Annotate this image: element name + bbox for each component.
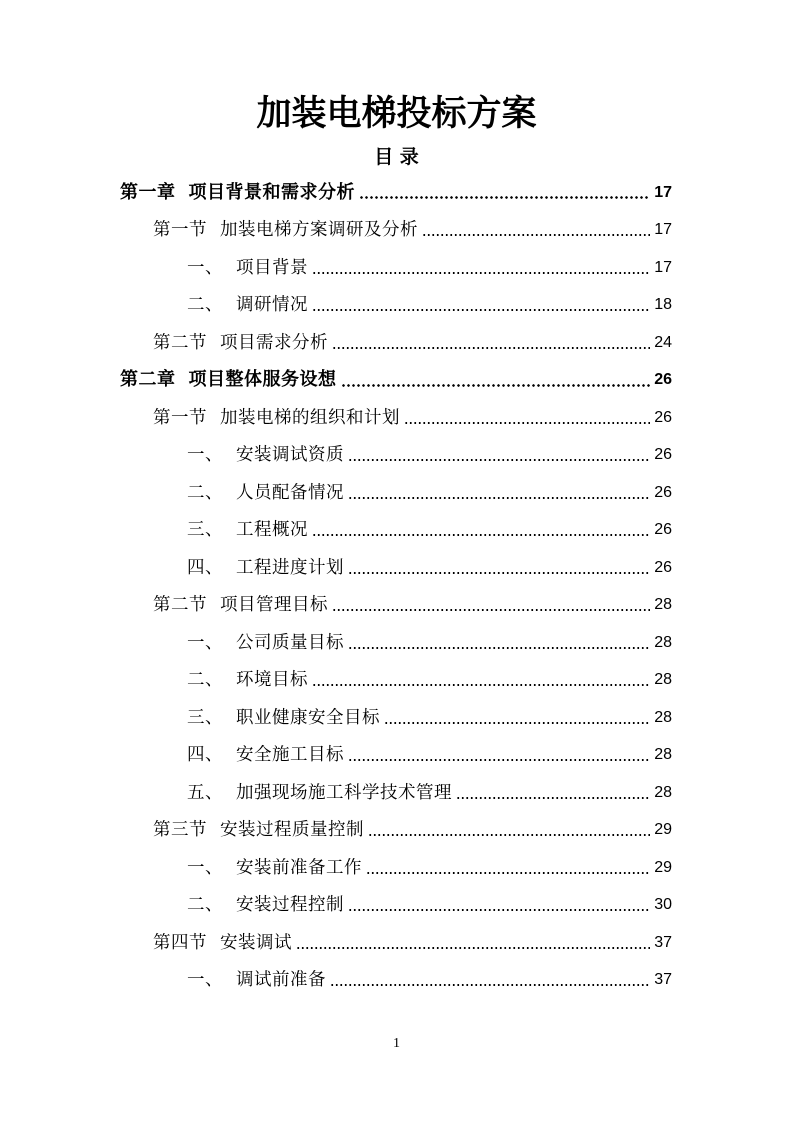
dot-leader <box>384 722 650 724</box>
toc-entry-text <box>187 668 308 692</box>
toc-entry-text <box>187 781 452 805</box>
toc-entry[interactable] <box>0 774 793 812</box>
toc-entry[interactable] <box>0 212 793 250</box>
page-number: 1 <box>393 1036 400 1051</box>
toc-entry-number: 四、 <box>187 745 223 766</box>
toc-entry[interactable] <box>0 587 793 625</box>
toc-entry[interactable] <box>0 399 793 437</box>
toc-entry-page: 26 <box>654 521 672 539</box>
toc-entry-number: 四、 <box>187 557 223 578</box>
toc-entry-number: 第一节 <box>153 407 207 428</box>
toc-entry[interactable] <box>0 887 793 925</box>
toc-entry-number: 二、 <box>187 895 223 916</box>
toc-entry-page: 17 <box>654 221 672 239</box>
toc-entry-page: 37 <box>654 971 672 989</box>
toc-entry-text <box>153 406 400 430</box>
toc-entry-text <box>187 893 344 917</box>
toc-entry-title: 加装电梯方案调研及分析 <box>220 220 418 241</box>
toc-entry-number: 第一节 <box>153 220 207 241</box>
dot-leader <box>348 572 650 574</box>
dot-leader <box>312 309 650 311</box>
toc-entry-title: 公司质量目标 <box>236 632 344 653</box>
dot-leader <box>332 347 650 349</box>
toc-entry-number: 一、 <box>187 857 223 878</box>
toc-entry-title: 加强现场施工科学技术管理 <box>236 782 452 803</box>
toc-entry-title: 人员配备情况 <box>236 482 344 503</box>
toc-heading: 目 录 <box>374 146 419 168</box>
toc-entry-text <box>187 481 344 505</box>
toc-entry-title: 调试前准备 <box>236 970 326 991</box>
toc-entry-title: 安全施工目标 <box>236 745 344 766</box>
toc-entry-title: 安装前准备工作 <box>236 857 362 878</box>
toc-entry-title: 加装电梯的组织和计划 <box>220 407 400 428</box>
toc-entry-number: 第三节 <box>153 820 207 841</box>
toc-entry-number: 第二节 <box>153 595 207 616</box>
dot-leader <box>312 534 650 536</box>
toc-entry[interactable] <box>0 849 793 887</box>
toc-entry[interactable] <box>0 699 793 737</box>
dot-leader <box>312 684 650 686</box>
toc-entry[interactable] <box>0 249 793 287</box>
toc-entry-number: 一、 <box>187 632 223 653</box>
toc-entry-title: 项目整体服务设想 <box>188 369 337 391</box>
toc-entry-title: 环境目标 <box>236 670 308 691</box>
toc-entry-title: 安装过程控制 <box>236 895 344 916</box>
toc-entry[interactable] <box>0 812 793 850</box>
toc-entry-text <box>187 706 380 730</box>
dot-leader <box>348 459 650 461</box>
toc-entry-text <box>120 368 337 392</box>
toc-entry[interactable] <box>0 437 793 475</box>
toc-entry-page: 30 <box>654 896 672 914</box>
toc-entry-text <box>153 931 292 955</box>
toc-entry-page: 28 <box>654 746 672 764</box>
toc-entry-title: 项目背景 <box>236 257 308 278</box>
dot-leader <box>348 759 650 761</box>
toc-entry-page: 28 <box>654 596 672 614</box>
toc-entry-title: 职业健康安全目标 <box>236 707 380 728</box>
toc-entry-title: 调研情况 <box>236 295 308 316</box>
toc-entry-title: 工程概况 <box>236 520 308 541</box>
dot-leader <box>312 272 650 274</box>
dot-leader <box>368 834 650 836</box>
dot-leader <box>366 872 650 874</box>
dot-leader <box>330 984 650 986</box>
toc-entry[interactable] <box>0 287 793 325</box>
toc-entry[interactable] <box>0 362 793 400</box>
toc-entry-number: 第四节 <box>153 932 207 953</box>
toc-entry-text <box>187 968 326 992</box>
dot-leader <box>348 909 650 911</box>
toc-entry-text <box>120 181 355 205</box>
dot-leader <box>332 609 650 611</box>
toc-entry-number: 三、 <box>187 520 223 541</box>
toc-entry-page: 26 <box>654 483 672 501</box>
toc-entry-text <box>187 518 308 542</box>
toc-entry-text <box>187 743 344 767</box>
toc-entry-number: 五、 <box>187 782 223 803</box>
toc-entry-page: 28 <box>654 708 672 726</box>
toc-entry-page: 26 <box>654 371 672 389</box>
toc-entry[interactable] <box>0 512 793 550</box>
dot-leader <box>296 947 650 949</box>
toc-entry-text <box>187 293 308 317</box>
toc-entry-page: 26 <box>654 446 672 464</box>
table-of-contents <box>0 174 793 999</box>
dot-leader <box>348 647 650 649</box>
toc-entry-number: 二、 <box>187 482 223 503</box>
toc-entry[interactable] <box>0 737 793 775</box>
toc-entry-title: 安装调试资质 <box>236 445 344 466</box>
toc-entry-text <box>153 818 364 842</box>
toc-entry-text <box>153 218 418 242</box>
dot-leader <box>341 384 651 387</box>
toc-entry-title: 工程进度计划 <box>236 557 344 578</box>
toc-entry-title: 安装调试 <box>220 932 292 953</box>
toc-entry-number: 一、 <box>187 970 223 991</box>
toc-entry-page: 24 <box>654 333 672 351</box>
toc-entry[interactable] <box>0 174 793 212</box>
toc-entry[interactable] <box>0 624 793 662</box>
toc-entry-text <box>187 443 344 467</box>
toc-entry-text <box>153 331 328 355</box>
toc-entry-page: 28 <box>654 671 672 689</box>
toc-entry-text <box>187 256 308 280</box>
toc-entry-page: 28 <box>654 783 672 801</box>
toc-entry-title: 项目管理目标 <box>220 595 328 616</box>
toc-entry-page: 18 <box>654 296 672 314</box>
toc-entry-text <box>187 856 362 880</box>
dot-leader <box>422 234 650 236</box>
toc-entry-page: 26 <box>654 408 672 426</box>
document-title: 加装电梯投标方案 <box>256 93 537 134</box>
dot-leader <box>456 797 650 799</box>
toc-entry-page: 26 <box>654 558 672 576</box>
toc-entry-text <box>187 631 344 655</box>
toc-entry-page: 17 <box>654 183 672 201</box>
toc-entry-number: 第二章 <box>120 369 176 391</box>
toc-entry-text <box>153 593 328 617</box>
toc-entry-title: 项目背景和需求分析 <box>188 181 355 203</box>
dot-leader <box>348 497 650 499</box>
toc-entry-number: 二、 <box>187 295 223 316</box>
toc-entry[interactable] <box>0 662 793 700</box>
toc-entry-text <box>187 556 344 580</box>
toc-entry[interactable] <box>0 962 793 1000</box>
toc-entry[interactable] <box>0 324 793 362</box>
dot-leader <box>359 196 650 199</box>
toc-entry[interactable] <box>0 549 793 587</box>
toc-entry-number: 第二节 <box>153 332 207 353</box>
dot-leader <box>404 422 650 424</box>
toc-entry-number: 第一章 <box>120 181 176 203</box>
toc-entry-title: 项目需求分析 <box>220 332 328 353</box>
toc-entry-title: 安装过程质量控制 <box>220 820 364 841</box>
toc-entry-number: 一、 <box>187 257 223 278</box>
toc-entry-page: 29 <box>654 821 672 839</box>
toc-entry-number: 一、 <box>187 445 223 466</box>
toc-entry[interactable] <box>0 474 793 512</box>
toc-entry-page: 17 <box>654 258 672 276</box>
toc-entry-page: 28 <box>654 633 672 651</box>
toc-entry-page: 37 <box>654 933 672 951</box>
toc-entry-number: 三、 <box>187 707 223 728</box>
toc-entry-page: 29 <box>654 858 672 876</box>
toc-entry-number: 二、 <box>187 670 223 691</box>
toc-entry[interactable] <box>0 924 793 962</box>
